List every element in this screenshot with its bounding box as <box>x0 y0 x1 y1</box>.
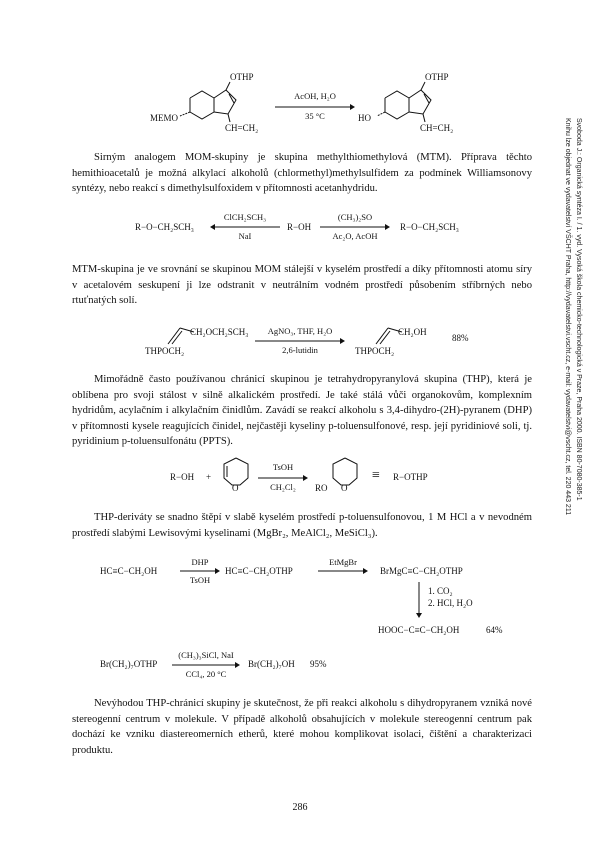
reaction-arrow-icon <box>255 337 345 345</box>
paragraph-3-text: Mimořádně často používanou chránicí skupinou je tetrahydropyranylová skupina (THP), která je oblíbena pro svoji stálost v silně alkalickém prostředí. Je také stálá vůči organokovům, komplexním hydridům, acylačním i alkylačním činidlům. Zavádí se reakcí alkoholu s 3,4-dihydro-(2H)-pyranem (DHP) v přítomnosti kysele reagujících činidel, nejčastěji kyseliny p-toluensulfonové, resp. její pyridiniové soli, tj. pyridinium p-toluensulfonátu (PPTS). <box>72 374 532 448</box>
scheme5-a: HC≡C−CH₂OH <box>100 566 158 576</box>
paragraph-5-text: Nevýhodou THP-chránicí skupiny je skutečnost, že při reakci alkoholu s dihydropyranem vzniká nové stereogenní centrum v molekule. V případě alkoholů obsahujících v molekule stereogenní centrum pak dochází ke vzniku diastereomerních etherů, které mohou komplikovat isolaci, čištění a charakterizaci produktu. <box>72 698 532 756</box>
paragraph-2-text: MTM-skupina je ve srovnání se skupinou MOM stálejší v kyselém prostředí a díky přítomnosti atomu síry v acetalovém seskupení ji lze odstranit v neutrálním vodném prostředí působením stříbrných nebo rtuťnatých solí. <box>72 264 532 307</box>
scheme5-b: HC≡C−CH₂OTHP <box>225 566 293 576</box>
scheme4-product-ro: RO <box>315 483 328 493</box>
scheme2-left: R−O−CH₂SCH₃ <box>135 222 194 232</box>
scheme2-right-arrow-top: (CH₃)₂SO <box>337 212 373 222</box>
scheme4-arrow-top: TsOH <box>272 462 294 472</box>
scheme5-c: BrMgC≡C−CH₂OTHP <box>380 566 463 576</box>
scheme5-a-arrow-top: DHP <box>191 557 209 567</box>
scheme4-result: R−OTHP <box>393 472 428 482</box>
scheme6-arrow-top: (CH₃)₃SiCl, NaI <box>178 650 234 660</box>
scheme3-left-top: CH₂OCH₂SCH₃ <box>190 327 249 337</box>
scheme1-left-memo: MEMO <box>150 113 179 123</box>
scheme3-arrow-top: AgNO₃, THF, H₂O <box>267 326 333 336</box>
scheme6-right: Br(CH₂)₇OH <box>248 659 295 669</box>
scheme4-arrow-bottom: CH₂Cl₂ <box>270 482 296 492</box>
scheme5-d: HOOC−C≡C−CH₂OH <box>378 625 460 635</box>
scheme1-arrow-bottom: 35 °C <box>305 111 325 121</box>
scheme2-middle: R−OH <box>287 222 312 232</box>
scheme4-reactant: R−OH <box>170 472 195 482</box>
scheme3-left-bottom: THPOCH₂ <box>145 346 185 356</box>
reaction-arrow-icon <box>258 474 308 482</box>
scheme6-left: Br(CH₂)₇OTHP <box>100 659 158 669</box>
paragraph-3 <box>72 372 532 450</box>
scheme2-right-arrow-bottom: Ac₂O, AcOH <box>332 231 378 241</box>
scheme4-equiv: ≡ <box>372 468 380 483</box>
scheme5-a-arrow-bottom: TsOH <box>189 575 211 585</box>
scheme1-arrow-top: AcOH, H₂O <box>294 91 336 101</box>
reaction-arrow-icon <box>172 661 240 669</box>
bicyclic-structure-right <box>345 72 475 134</box>
scheme1-right-vinyl: CH=CH₂ <box>420 123 454 133</box>
scheme3-right-bottom: THPOCH₂ <box>355 346 395 356</box>
citation-line-2: Knihu lze objednat ve vydavatelství VŠCHT Praha, http://vydavatelstvi.vscht.cz, e-mail: vydavatelstvi@vscht.cz, tel. 220 443 211 <box>564 118 571 516</box>
paragraph-1 <box>72 150 532 197</box>
scheme1-right-ho: HO <box>358 113 371 123</box>
scheme4-ring-o: O <box>232 483 239 493</box>
scheme5-down-2: 2. HCl, H₂O <box>428 598 473 608</box>
scheme5-down-1: 1. CO₂ <box>428 586 453 596</box>
scheme3-arrow-bottom: 2,6-lutidin <box>282 345 318 355</box>
citation-sidebar <box>560 118 586 738</box>
scheme3-right-top: CH₂OH <box>398 327 427 337</box>
citation-line-1: Svoboda J.: Organická syntéza I. / 1. vyd. Vysoká škola chemicko-technologická v Praze, Praha 2000. ISBN 80-7080-385-1 <box>575 118 582 501</box>
scheme6-yield: 95% <box>310 659 327 669</box>
reaction-arrow-icon <box>180 567 220 575</box>
scheme4-product-o: O <box>341 483 348 493</box>
reaction-arrow-icon <box>275 103 355 111</box>
scheme1-left-othp: OTHP <box>230 72 254 82</box>
reaction-arrow-right-icon <box>320 223 390 231</box>
reaction-arrow-icon <box>318 567 368 575</box>
reaction-arrow-down-icon <box>414 582 424 618</box>
bicyclic-structure-left <box>150 72 280 134</box>
scheme2-left-arrow-top: ClCH₂SCH₃ <box>223 212 267 222</box>
paragraph-1-text: Sirným analogem MOM-skupiny je skupina methylthiomethylová (MTM). Příprava těchto hemithioacetalů je možná alkylací alkoholů (chlormethyl)methylsulfidem za podmínek Williamsonovy syntézy, nebo reakcí s dimethylsulfoxidem v přítomnosti acetanhydridu. <box>72 152 532 195</box>
scheme4-plus: + <box>206 472 212 482</box>
scheme2-right: R−O−CH₂SCH₃ <box>400 222 459 232</box>
paragraph-4 <box>72 510 532 541</box>
paragraph-5 <box>72 696 532 758</box>
scheme1-right-othp: OTHP <box>425 72 449 82</box>
paragraph-4-text: THP-deriváty se snadno štěpí v slabě kyselém prostředí p-toluensulfonovou, 1 M HCl a v nevodném prostředí slabými Lewisovými kyselinami (MgBr₂, MeAlCl₂, MeSiCl₃). <box>72 512 532 539</box>
scheme5-b-arrow-top: EtMgBr <box>329 557 357 567</box>
page-number: 286 <box>292 802 308 813</box>
scheme6-arrow-bottom: CCl₄, 20 °C <box>185 669 227 679</box>
paragraph-2 <box>72 262 532 309</box>
scheme2-left-arrow-bottom: NaI <box>238 231 252 241</box>
reaction-arrow-left-icon <box>210 223 280 231</box>
scheme1-left-vinyl: CH=CH₂ <box>225 123 259 133</box>
scheme5-d-yield: 64% <box>486 625 503 635</box>
scheme3-yield: 88% <box>452 333 469 343</box>
